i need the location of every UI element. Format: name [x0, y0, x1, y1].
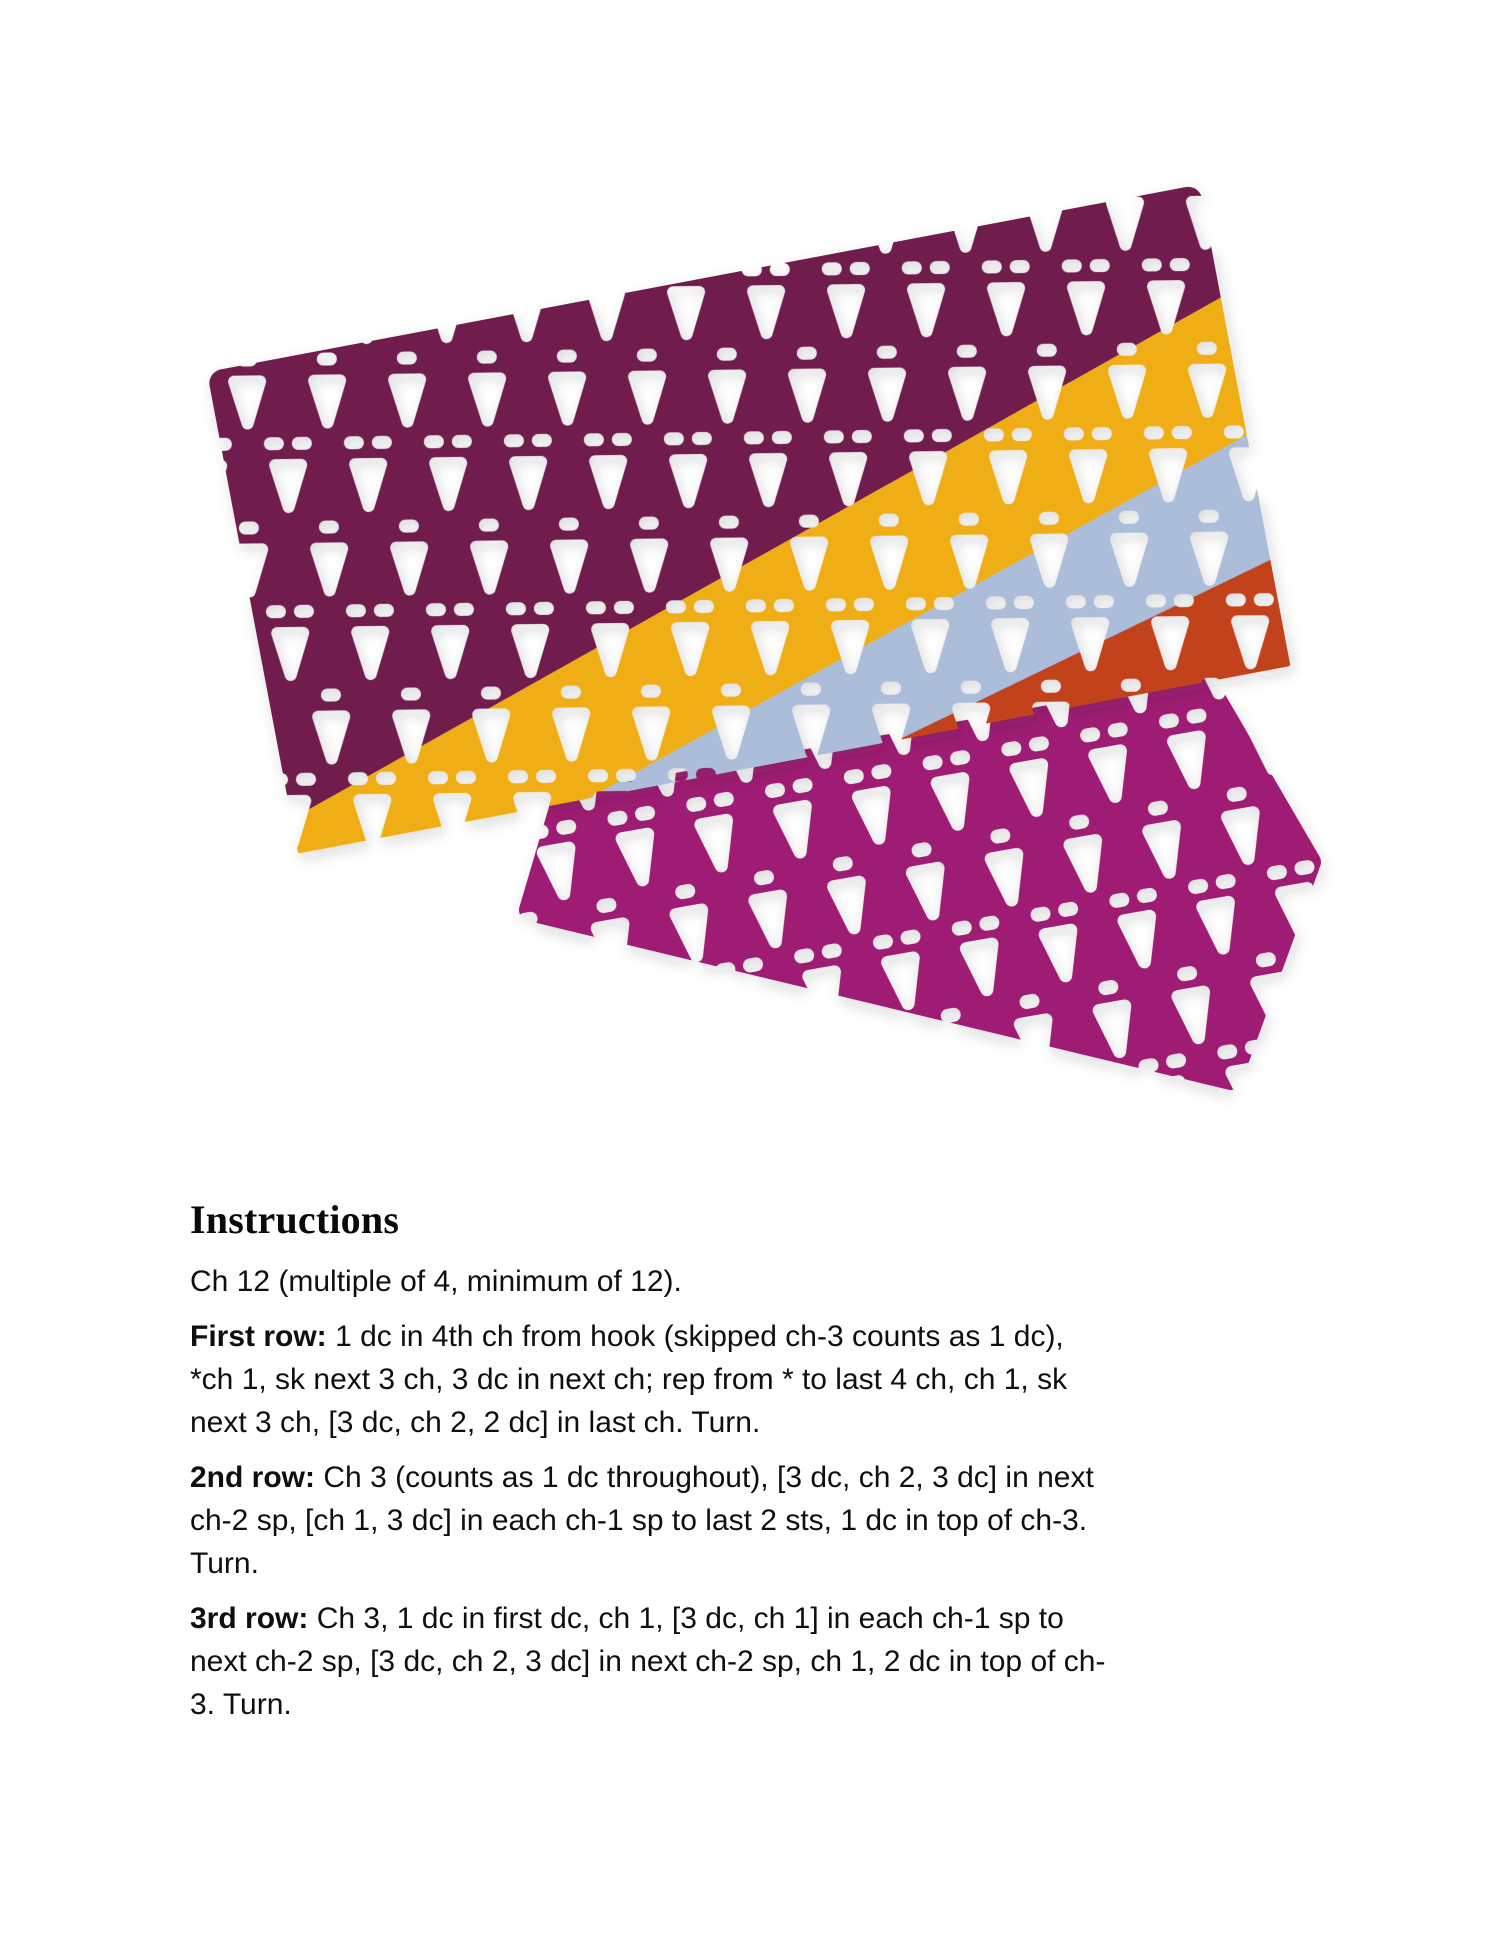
row-text-line: 1 dc in 4th ch from hook (skipped ch-3 counts as 1 dc),: [335, 1320, 1064, 1353]
paragraph-2nd-row: [190, 1456, 1420, 1585]
row-text-line: 3. Turn.: [190, 1688, 292, 1721]
row-text-line: next 3 ch, [3 dc, ch 2, 2 dc] in last ch. Turn.: [190, 1406, 761, 1439]
instructions-section: [190, 1196, 1420, 1726]
row-label: 2nd row:: [190, 1461, 315, 1494]
row-text-line: Ch 3, 1 dc in first dc, ch 1, [3 dc, ch 1] in each ch-1 sp to: [316, 1602, 1064, 1635]
row-text-line: Ch 3 (counts as 1 dc throughout), [3 dc, ch 2, 3 dc] in next: [323, 1461, 1094, 1494]
paragraph-first-row: [190, 1315, 1420, 1444]
row-label: 3rd row:: [190, 1602, 309, 1635]
paragraph-3rd-row: [190, 1597, 1420, 1726]
row-text-line: Turn.: [190, 1547, 259, 1580]
intro-line: Ch 12 (multiple of 4, minimum of 12).: [190, 1265, 682, 1298]
row-text-line: next ch-2 sp, [3 dc, ch 2, 3 dc] in next ch-2 sp, ch 1, 2 dc in top of ch-: [190, 1645, 1106, 1678]
row-text-line: ch-2 sp, [ch 1, 3 dc] in each ch-1 sp to last 2 sts, 1 dc in top of ch-3.: [190, 1504, 1088, 1537]
row-label: First row:: [190, 1320, 327, 1353]
row-text-line: *ch 1, sk next 3 ch, 3 dc in next ch; rep from * to last 4 ch, ch 1, sk: [190, 1363, 1068, 1396]
page-title: Instructions: [190, 1197, 400, 1242]
